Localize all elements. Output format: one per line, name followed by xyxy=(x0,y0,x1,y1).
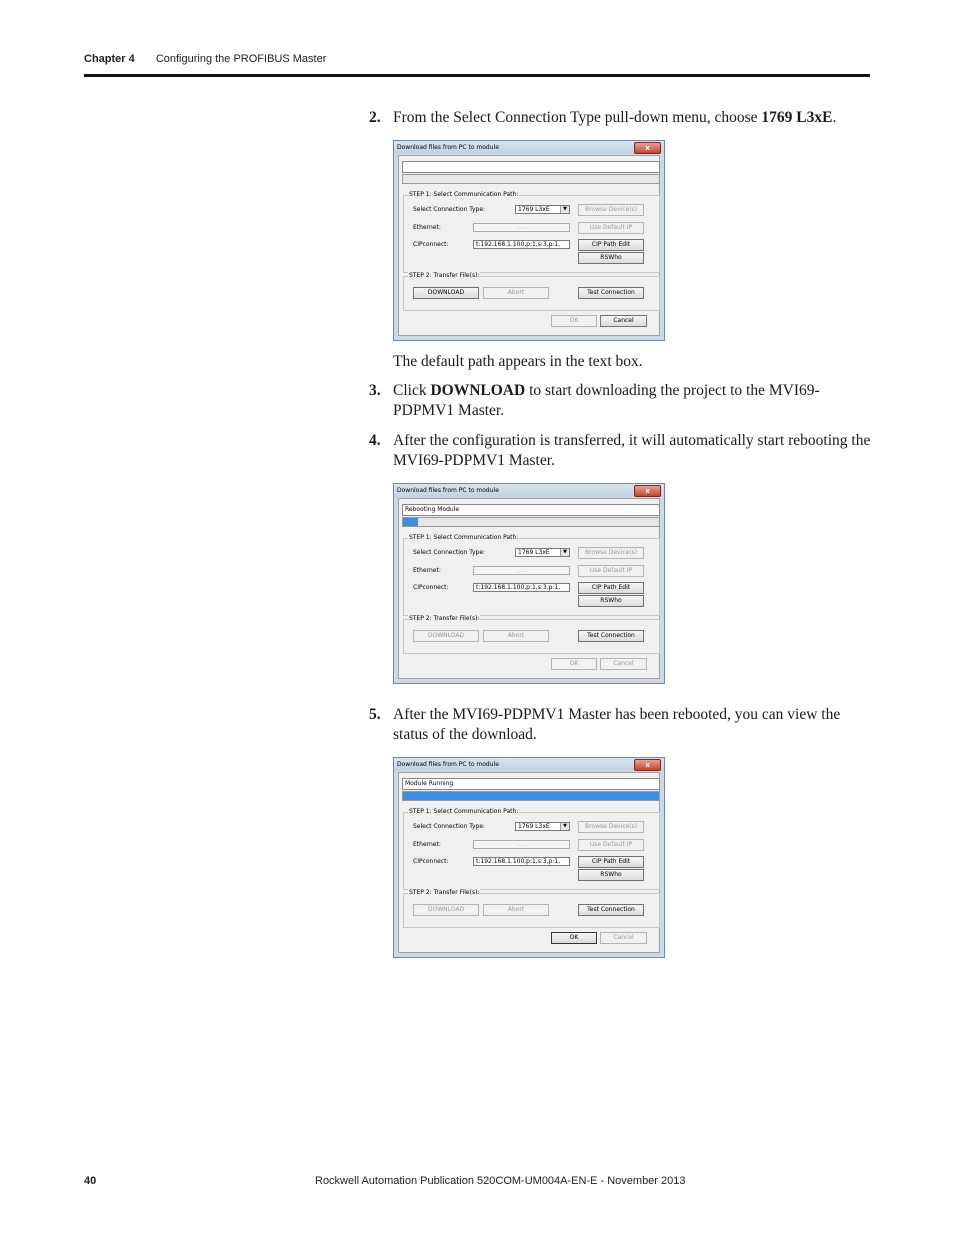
step-number: 4. xyxy=(369,432,381,449)
abort-button[interactable]: Abort xyxy=(483,287,549,299)
chevron-down-icon: ▼ xyxy=(560,549,569,556)
cip-path-input[interactable]: t:192.168.1.100,p:1,s:3,p:1, xyxy=(473,583,570,592)
dialog-client xyxy=(398,498,660,679)
use-default-ip-button[interactable]: Use Default IP xyxy=(578,565,644,577)
running-header xyxy=(84,53,326,65)
status-field: Rebooting Module xyxy=(402,504,660,516)
abort-button[interactable]: Abort xyxy=(483,630,549,642)
download-button[interactable]: DOWNLOAD xyxy=(413,904,479,916)
ethernet-input[interactable]: . . . xyxy=(473,566,570,575)
step1-group xyxy=(403,808,660,890)
conn-type-label: Select Connection Type: xyxy=(413,823,486,830)
test-connection-button[interactable]: Test Connection xyxy=(578,904,644,916)
cip-path-edit-button[interactable]: CIP Path Edit xyxy=(578,856,644,868)
cip-path-input[interactable]: t:192.168.1.100,p:1,s:3,p:1, xyxy=(473,240,570,249)
chapter-title: Configuring the PROFIBUS Master xyxy=(155,53,327,65)
chevron-down-icon: ▼ xyxy=(560,823,569,830)
download-dialog-3 xyxy=(393,757,665,958)
title-bar xyxy=(394,484,664,497)
download-dialog-2 xyxy=(393,483,665,684)
status-field: Module Running xyxy=(402,778,660,790)
step2-legend: STEP 2: Transfer File(s): xyxy=(409,615,480,622)
progress-fill xyxy=(403,518,418,526)
abort-button[interactable]: Abort xyxy=(483,904,549,916)
default-path-note: The default path appears in the text box. xyxy=(393,353,643,370)
close-button[interactable]: x xyxy=(634,485,661,497)
use-default-ip-button[interactable]: Use Default IP xyxy=(578,222,644,234)
chevron-down-icon: ▼ xyxy=(560,206,569,213)
conn-type-label: Select Connection Type: xyxy=(413,206,486,213)
dialog-client xyxy=(398,772,660,953)
title-bar xyxy=(394,141,664,154)
step1-group xyxy=(403,191,660,273)
cancel-button[interactable]: Cancel xyxy=(600,315,647,327)
title-bar xyxy=(394,758,664,771)
cip-label: CIPconnect: xyxy=(413,858,449,865)
conn-type-label: Select Connection Type: xyxy=(413,549,486,556)
rswho-button[interactable]: RSWho xyxy=(578,595,644,607)
cip-path-edit-button[interactable]: CIP Path Edit xyxy=(578,239,644,251)
dialog-title: Download files from PC to module xyxy=(397,487,499,494)
step1-legend: STEP 1: Select Communication Path: xyxy=(409,808,519,815)
use-default-ip-button[interactable]: Use Default IP xyxy=(578,839,644,851)
dialog-title: Download files from PC to module xyxy=(397,144,499,151)
step-number: 5. xyxy=(369,706,381,723)
close-button[interactable]: x xyxy=(634,142,661,154)
publication-info: Rockwell Automation Publication 520COM-UM004A-EN-E - November 2013 xyxy=(315,1175,686,1187)
progress-bar xyxy=(402,174,660,184)
download-button[interactable]: DOWNLOAD xyxy=(413,630,479,642)
cip-path-edit-button[interactable]: CIP Path Edit xyxy=(578,582,644,594)
rswho-button[interactable]: RSWho xyxy=(578,869,644,881)
conn-type-select[interactable]: 1769 L3xE ▼ xyxy=(515,822,570,831)
step-text: After the MVI69-PDPMV1 Master has been rebooted, you can view the status of the download. xyxy=(393,706,841,743)
download-button[interactable]: DOWNLOAD xyxy=(413,287,479,299)
conn-type-select[interactable]: 1769 L3xE ▼ xyxy=(515,205,570,214)
ethernet-label: Ethernet: xyxy=(413,841,441,848)
step-text: From the Select Connection Type pull-down menu, choose 1769 L3xE. xyxy=(393,109,837,126)
test-connection-button[interactable]: Test Connection xyxy=(578,287,644,299)
step2-group xyxy=(403,889,660,928)
progress-bar xyxy=(402,517,660,527)
step2-legend: STEP 2: Transfer File(s): xyxy=(409,272,480,279)
step-number: 3. xyxy=(369,382,381,399)
ok-button[interactable]: OK xyxy=(551,658,597,670)
step2-group xyxy=(403,272,660,311)
ok-button[interactable]: OK xyxy=(551,315,597,327)
cip-label: CIPconnect: xyxy=(413,241,449,248)
close-button[interactable]: x xyxy=(634,759,661,771)
conn-type-select[interactable]: 1769 L3xE ▼ xyxy=(515,548,570,557)
header-rule xyxy=(84,74,870,77)
rswho-button[interactable]: RSWho xyxy=(578,252,644,264)
ethernet-label: Ethernet: xyxy=(413,567,441,574)
step2-legend: STEP 2: Transfer File(s): xyxy=(409,889,480,896)
download-dialog-1 xyxy=(393,140,665,341)
step1-group xyxy=(403,534,660,616)
step2-group xyxy=(403,615,660,654)
dialog-client xyxy=(398,155,660,336)
step-text: After the configuration is transferred, it will automatically start rebooting the MVI69-PDPMV1 Master. xyxy=(393,432,871,469)
step-number: 2. xyxy=(369,109,381,126)
browse-devices-button[interactable]: Browse Device(s) xyxy=(578,204,644,216)
page-number: 40 xyxy=(84,1175,97,1187)
ok-button[interactable]: OK xyxy=(551,932,597,944)
browse-devices-button[interactable]: Browse Device(s) xyxy=(578,547,644,559)
test-connection-button[interactable]: Test Connection xyxy=(578,630,644,642)
ethernet-input[interactable]: . . . xyxy=(473,840,570,849)
ethernet-input[interactable]: . . . xyxy=(473,223,570,232)
status-field xyxy=(402,161,660,173)
cip-path-input[interactable]: t:192.168.1.100,p:1,s:3,p:1, xyxy=(473,857,570,866)
cip-label: CIPconnect: xyxy=(413,584,449,591)
progress-bar xyxy=(402,791,660,801)
cancel-button[interactable]: Cancel xyxy=(600,658,647,670)
browse-devices-button[interactable]: Browse Device(s) xyxy=(578,821,644,833)
progress-fill xyxy=(403,792,659,800)
step1-legend: STEP 1: Select Communication Path: xyxy=(409,534,519,541)
step-text: Click DOWNLOAD to start downloading the project to the MVI69-PDPMV1 Master. xyxy=(393,382,820,419)
ethernet-label: Ethernet: xyxy=(413,224,441,231)
dialog-title: Download files from PC to module xyxy=(397,761,499,768)
chapter-number: Chapter 4 xyxy=(84,53,135,65)
cancel-button[interactable]: Cancel xyxy=(600,932,647,944)
step1-legend: STEP 1: Select Communication Path: xyxy=(409,191,519,198)
